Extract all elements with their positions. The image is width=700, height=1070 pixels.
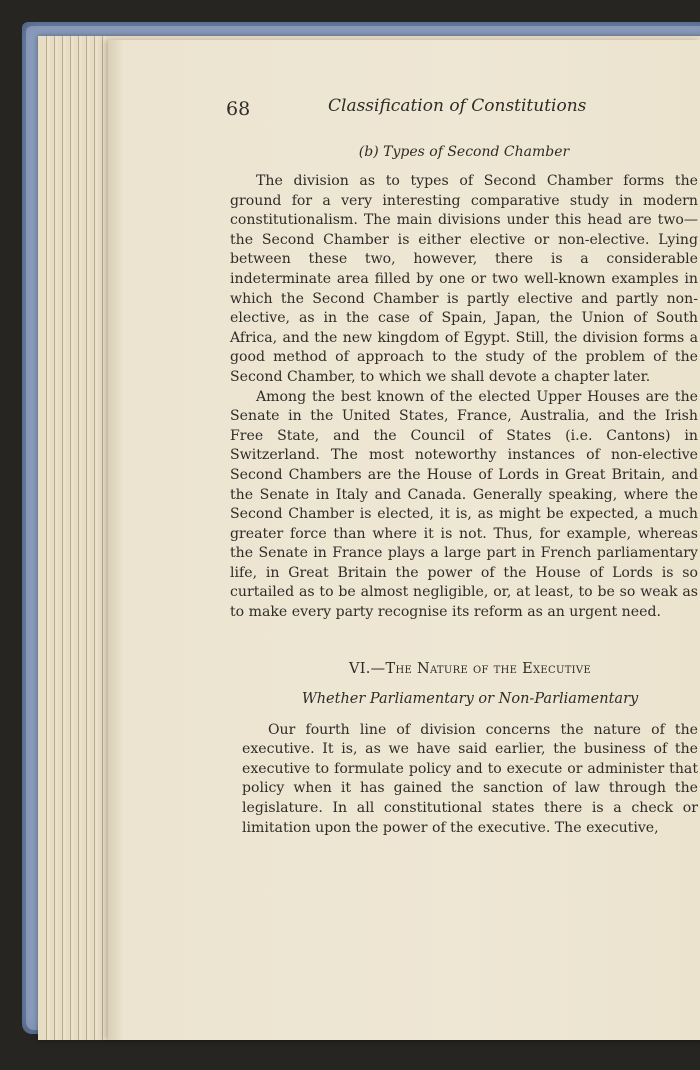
- paragraph: Among the best known of the elected Upper Houses are the Senate in the United States, France, Australia, and the Irish Free State, and the Council of States (i.e. Cantons) in Switzerland. The most noteworthy instances of non-elective Second Chambers are the House of Lords in Great Britain, and the Senate in Italy and Canada. Generally speaking, where the Second Chamber is elected, it is, as might be expected, a much greater force than where it is not. Thus, for example, whereas the Senate in France plays a large part in French parliamentary life, in Great Britain the power of the House of Lords is so curtailed as to be almost negligible, or, at least, to be so weak as to make every party recognise its reform as an urgent need.: [230, 388, 698, 621]
- page-leaf: [54, 36, 58, 1040]
- page-text: [122, 88, 698, 838]
- page-leaf: [102, 36, 106, 1040]
- page-leaf: [70, 36, 74, 1040]
- page-leaf: [46, 36, 50, 1040]
- page-leaf: [94, 36, 98, 1040]
- page-leaf: [62, 36, 66, 1040]
- section-title: The Nature of the Executive: [385, 660, 592, 677]
- paragraph: The division as to types of Second Chamber forms the ground for a very interesting comparative study in modern constitutionalism. The main divisions under this head are two—the Second Chamber is either elective or non-elective. Lying between these two, however, there is a considerable indeterminate area filled by one or two well-known examples in which the Second Chamber is partly elective and partly non-elective, as in the case of Spain, Japan, the Union of South Africa, and the new kingdom of Egypt. Still, the division forms a good method of approach to the study of the problem of the Second Chamber, to which we shall devote a chapter later.: [230, 173, 698, 385]
- page-header: [122, 88, 698, 124]
- subsection-body: [122, 172, 698, 623]
- running-title: Classification of Constitutions: [328, 96, 587, 116]
- page-leaf: [86, 36, 90, 1040]
- page-leaf: [78, 36, 82, 1040]
- section-subtitle: Whether Parliamentary or Non-Parliamentary: [301, 690, 639, 707]
- section-numeral: VI.—: [348, 660, 386, 677]
- paragraph: Our fourth line of division concerns the nature of the executive. It is, as we have said earlier, the business of the executive to formulate policy and to execute or administer that policy when it has gained the sanction of law through the legislature. In all constitutional states there is a check or limitation upon the power of the executive. The executive,: [242, 721, 698, 836]
- page-number: 68: [226, 98, 251, 120]
- section-body: [122, 721, 698, 839]
- section-heading: [122, 661, 698, 677]
- subsection-heading: (b) Types of Second Chamber: [358, 144, 570, 160]
